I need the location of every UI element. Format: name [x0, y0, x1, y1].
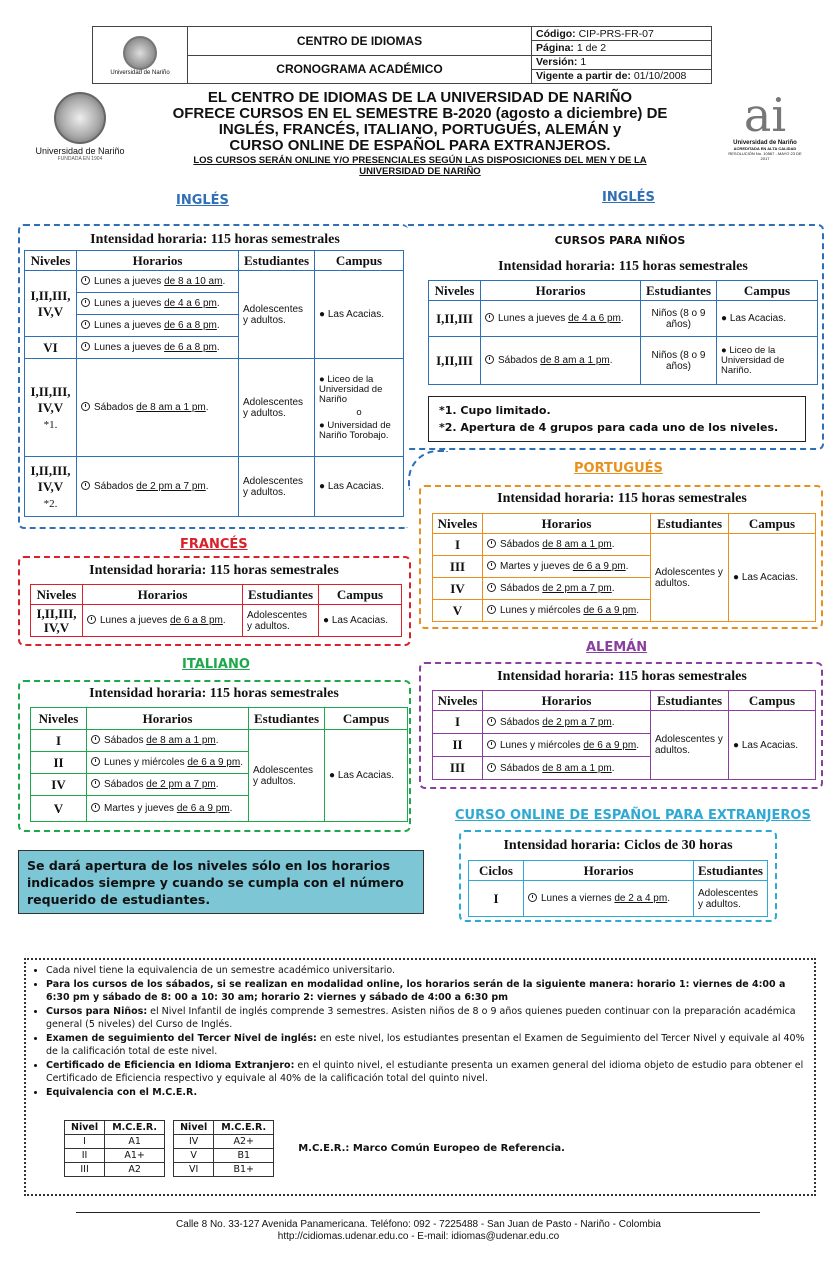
- mcer-block: [64, 1120, 565, 1177]
- title-line1: EL CENTRO DE IDIOMAS DE LA UNIVERSIDAD DE NARIÑO: [207, 89, 633, 106]
- aleman-r3-level: III: [433, 757, 483, 780]
- aleman-heading: ALEMÁN: [586, 640, 648, 655]
- note-cupo: *1. Cupo limitado.: [439, 404, 551, 417]
- italiano-intensidad: Intensidad horaria: 115 horas semestrales: [89, 686, 339, 701]
- portugues-est: Adolescentes y adultos.: [651, 534, 729, 622]
- clock-icon: [487, 763, 496, 772]
- ingles-campus1: ● Las Acacias.: [315, 271, 404, 359]
- ninos-heading: INGLÉS: [602, 190, 655, 205]
- ninos-r2-est: Niños (8 o 9 años): [641, 337, 717, 385]
- clock-icon: [91, 803, 100, 812]
- portugues-r2-h: Martes y jueves de 6 a 9 pm.: [483, 556, 651, 578]
- ninos-r1-est: Niños (8 o 9 años): [641, 301, 717, 337]
- portugues-r4-h: Lunes y miércoles de 6 a 9 pm.: [483, 600, 651, 622]
- italiano-est: Adolescentes y adultos.: [249, 730, 325, 822]
- portugues-r1-level: I: [433, 534, 483, 556]
- col-estudiantes: Estudiantes: [651, 514, 729, 534]
- portugues-campus: ● Las Acacias.: [729, 534, 816, 622]
- mcer-legend: M.C.E.R.: Marco Común Europeo de Referencia.: [298, 1143, 565, 1154]
- col-niveles: Niveles: [25, 251, 77, 271]
- logo-right-line1: ACREDITADA EN ALTA CALIDAD: [733, 146, 797, 151]
- col-campus: Campus: [315, 251, 404, 271]
- aleman-r1-h: Sábados de 2 pm a 7 pm.: [483, 711, 651, 734]
- header-codigo: Código: CIP-PRS-FR-07: [532, 27, 712, 41]
- clock-icon: [487, 740, 496, 749]
- col-niveles: Niveles: [31, 585, 83, 605]
- ingles-intensidad: Intensidad horaria: 115 horas semestrales: [90, 232, 340, 247]
- bullet-ninos: • Cursos para Niños: el Nivel Infantil de inglés comprende 3 semestres. Asisten niños de 8 o 9 años quienes pueden continuar con la preparación académica general (5 niveles) del Curso de Inglés.: [46, 1005, 806, 1031]
- ingles-r3-level: I,II,III, IV,V *1.: [25, 359, 77, 457]
- ingles-heading: INGLÉS: [176, 193, 229, 208]
- clock-icon: [91, 735, 100, 744]
- ingles-est2: Adolescentes y adultos.: [239, 359, 315, 457]
- ingles-r1-h2: Lunes a jueves de 4 a 6 pm.: [77, 293, 239, 315]
- espanol-level: I: [469, 881, 524, 917]
- ninos-r1-level: I,II,III: [429, 301, 481, 337]
- ninos-r2-h: Sábados de 8 am a 1 pm.: [481, 337, 641, 385]
- logo-right: [725, 90, 805, 161]
- espanol-h: Lunes a viernes de 2 a 4 pm.: [523, 881, 693, 917]
- clock-icon: [528, 893, 537, 902]
- footnotes-box: [24, 958, 816, 1196]
- title-line2: OFRECE CURSOS EN EL SEMESTRE B-2020 (agosto a diciembre) DE: [172, 105, 668, 122]
- italiano-campus: ● Las Acacias.: [325, 730, 408, 822]
- col-horarios: Horarios: [83, 585, 243, 605]
- ai-accreditation-icon: ai: [743, 88, 787, 142]
- ninos-r2-campus: ● Liceo de la Universidad de Nariño.: [717, 337, 818, 385]
- col-estudiantes: Estudiantes: [239, 251, 315, 271]
- mcer-table-right: Nivel M.C.E.R. IV A2+ V B1 VI B1+: [173, 1120, 274, 1177]
- university-seal-icon: [123, 36, 157, 70]
- clock-icon: [487, 561, 496, 570]
- clock-icon: [81, 298, 90, 307]
- col-ciclos: Ciclos: [469, 861, 524, 881]
- note-apertura: *2. Apertura de 4 grupos para cada uno de los niveles.: [439, 421, 779, 434]
- aleman-r2-h: Lunes y miércoles de 6 a 9 pm.: [483, 734, 651, 757]
- header-institution: Universidad de Nariño: [110, 69, 170, 76]
- ingles-connector: [408, 450, 448, 490]
- portugues-r4-level: V: [433, 600, 483, 622]
- apertura-note: Se dará apertura de los niveles sólo en los horarios indicados siempre y cuando se cumpla con el número requerido de estudiantes.: [18, 850, 424, 914]
- col-estudiantes: Estudiantes: [641, 281, 717, 301]
- col-estudiantes: Estudiantes: [693, 861, 767, 881]
- col-niveles: Niveles: [31, 708, 87, 730]
- header-center: CENTRO DE IDIOMAS: [188, 27, 532, 56]
- footer-address: Calle 8 No. 33-127 Avenida Panamericana. Teléfono: 092 - 7225488 - San Juan de Pasto - Nariño - Colombia: [176, 1219, 661, 1230]
- col-horarios: Horarios: [481, 281, 641, 301]
- bullet-mcer: • Equivalencia con el M.C.E.R.: [46, 1086, 806, 1099]
- clock-icon: [81, 481, 90, 490]
- italiano-r1-h: Sábados de 8 am a 1 pm.: [87, 730, 249, 752]
- frances-table: [30, 584, 402, 637]
- aleman-r1-level: I: [433, 711, 483, 734]
- logo-left: [30, 92, 130, 162]
- document-header: [92, 26, 712, 84]
- aleman-campus: ● Las Acacias.: [729, 711, 816, 780]
- col-campus: Campus: [729, 514, 816, 534]
- logo-right-line2: RESOLUCIÓN No. 10567 - MAYO 23 DE 2017: [728, 151, 802, 161]
- footer-rule: [76, 1212, 760, 1213]
- aleman-r3-h: Sábados de 8 am a 1 pm.: [483, 757, 651, 780]
- italiano-r2-h: Lunes y miércoles de 6 a 9 pm.: [87, 752, 249, 774]
- clock-icon: [81, 320, 90, 329]
- clock-icon: [485, 355, 494, 364]
- frances-intensidad: Intensidad horaria: 115 horas semestrales: [89, 563, 339, 578]
- espanol-table: [468, 860, 768, 917]
- italiano-table: [30, 707, 408, 822]
- portugues-r2-level: III: [433, 556, 483, 578]
- portugues-r1-h: Sábados de 8 am a 1 pm.: [483, 534, 651, 556]
- logo-left-motto: FUNDADA EN 1904: [57, 156, 103, 162]
- header-version: Versión: 1: [532, 55, 712, 69]
- ingles-campus2: ● Liceo de la Universidad de Nariño o ● Universidad de Nariño Torobajo.: [315, 359, 404, 457]
- col-campus: Campus: [319, 585, 402, 605]
- ingles-est3: Adolescentes y adultos.: [239, 457, 315, 517]
- subtitle-line2: UNIVERSIDAD DE NARIÑO: [359, 166, 481, 177]
- portugues-r3-level: IV: [433, 578, 483, 600]
- col-niveles: Niveles: [433, 691, 483, 711]
- clock-icon: [487, 583, 496, 592]
- university-crest-icon: [54, 92, 106, 144]
- espanol-intensidad: Intensidad horaria: Ciclos de 30 horas: [503, 838, 733, 853]
- ingles-r1-level: I,II,III, IV,V: [25, 271, 77, 337]
- clock-icon: [81, 342, 90, 351]
- col-campus: Campus: [717, 281, 818, 301]
- aleman-est: Adolescentes y adultos.: [651, 711, 729, 780]
- frances-h: Lunes a jueves de 6 a 8 pm.: [83, 605, 243, 637]
- header-logo-cell: [93, 27, 188, 84]
- frances-heading: FRANCÉS: [180, 537, 248, 552]
- aleman-table: [432, 690, 816, 780]
- bullet-certificado: • Certificado de Eficiencia en Idioma Extranjero: en el quinto nivel, el estudiante presenta un examen general del idioma objeto de estudio para obtener el Certificado de Eficiencia respectivo y equivale al 40% de la calificación total del quinto nivel.: [46, 1059, 806, 1085]
- ninos-r1-h: Lunes a jueves de 4 a 6 pm.: [481, 301, 641, 337]
- col-niveles: Niveles: [433, 514, 483, 534]
- title-line4: CURSO ONLINE DE ESPAÑOL PARA EXTRANJEROS.: [229, 137, 611, 154]
- col-horarios: Horarios: [77, 251, 239, 271]
- page-footer: [0, 1219, 837, 1243]
- clock-icon: [81, 402, 90, 411]
- ninos-table: [428, 280, 818, 385]
- col-estudiantes: Estudiantes: [651, 691, 729, 711]
- clock-icon: [87, 615, 96, 624]
- ingles-r4-h: Sábados de 2 pm a 7 pm.: [77, 457, 239, 517]
- ingles-r1-h1: Lunes a jueves de 8 a 10 am.: [77, 271, 239, 293]
- ingles-r4-level: I,II,III, IV,V *2.: [25, 457, 77, 517]
- aleman-r2-level: II: [433, 734, 483, 757]
- title-line3: INGLÉS, FRANCÉS, ITALIANO, PORTUGUÉS, ALEMÁN y: [218, 121, 622, 138]
- ninos-r1-campus: ● Las Acacias.: [717, 301, 818, 337]
- italiano-r2-level: II: [31, 752, 87, 774]
- italiano-r4-level: V: [31, 796, 87, 822]
- ninos-notes: [428, 396, 806, 442]
- bullet-examen: • Examen de seguimiento del Tercer Nivel de inglés: en este nivel, los estudiantes presentan el Examen de Seguimiento del Tercer Nivel y equivale al 40% de la calificación total de este nivel.: [46, 1032, 806, 1058]
- frances-level: I,II,III, IV,V: [31, 605, 83, 637]
- aleman-intensidad: Intensidad horaria: 115 horas semestrales: [497, 669, 747, 684]
- portugues-intensidad: Intensidad horaria: 115 horas semestrales: [497, 491, 747, 506]
- espanol-est: Adolescentes y adultos.: [693, 881, 767, 917]
- header-doc-title: CRONOGRAMA ACADÉMICO: [188, 55, 532, 84]
- ingles-table: [24, 250, 404, 517]
- clock-icon: [487, 717, 496, 726]
- logo-right-name: Universidad de Nariño: [733, 140, 797, 146]
- col-horarios: Horarios: [87, 708, 249, 730]
- bullet-equivalencia: • Cada nivel tiene la equivalencia de un semestre académico universitario.: [46, 964, 806, 977]
- ninos-intensidad: Intensidad horaria: 115 horas semestrales: [498, 259, 748, 274]
- col-estudiantes: Estudiantes: [249, 708, 325, 730]
- clock-icon: [487, 539, 496, 548]
- header-vigente: Vigente a partir de: 01/10/2008: [532, 69, 712, 83]
- portugues-heading: PORTUGUÉS: [574, 461, 663, 476]
- ninos-r2-level: I,II,III: [429, 337, 481, 385]
- ingles-campus3: ● Las Acacias.: [315, 457, 404, 517]
- italiano-heading: ITALIANO: [182, 657, 250, 672]
- portugues-table: [432, 513, 816, 622]
- col-estudiantes: Estudiantes: [243, 585, 319, 605]
- espanol-heading: CURSO ONLINE DE ESPAÑOL PARA EXTRANJEROS: [455, 808, 811, 823]
- clock-icon: [487, 605, 496, 614]
- bullet-sabados: • Para los cursos de los sábados, si se realizan en modalidad online, los horarios serán de la siguiente manera: horario 1: viernes de 4:00 a 6:30 pm y sábado de 8: 00 a 10: 30 am; horario 2: viernes y sábado de 4:00 a 6:30 pm: [46, 978, 806, 1004]
- col-horarios: Horarios: [483, 691, 651, 711]
- col-niveles: Niveles: [429, 281, 481, 301]
- ingles-r1-h3: Lunes a jueves de 6 a 8 pm.: [77, 315, 239, 337]
- italiano-r3-level: IV: [31, 774, 87, 796]
- mcer-table-left: Nivel M.C.E.R. I A1 II A1+ III A2: [64, 1120, 165, 1177]
- footer-contact: http://cidiomas.udenar.edu.co - E-mail: idiomas@udenar.edu.co: [277, 1231, 560, 1242]
- portugues-r3-h: Sábados de 2 pm a 7 pm.: [483, 578, 651, 600]
- col-campus: Campus: [325, 708, 408, 730]
- ingles-r3-h: Sábados de 8 am a 1 pm.: [77, 359, 239, 457]
- frances-campus: ● Las Acacias.: [319, 605, 402, 637]
- frances-est: Adolescentes y adultos.: [243, 605, 319, 637]
- clock-icon: [81, 276, 90, 285]
- clock-icon: [91, 757, 100, 766]
- ingles-r2-level: VI: [25, 337, 77, 359]
- clock-icon: [485, 313, 494, 322]
- col-campus: Campus: [729, 691, 816, 711]
- subtitle-line1: LOS CURSOS SERÁN ONLINE Y/O PRESENCIALES SEGÚN LAS DISPOSICIONES DEL MEN Y DE LA: [193, 155, 647, 166]
- col-horarios: Horarios: [523, 861, 693, 881]
- col-horarios: Horarios: [483, 514, 651, 534]
- ingles-est1: Adolescentes y adultos.: [239, 271, 315, 359]
- italiano-r1-level: I: [31, 730, 87, 752]
- italiano-r3-h: Sábados de 2 pm a 7 pm.: [87, 774, 249, 796]
- italiano-r4-h: Martes y jueves de 6 a 9 pm.: [87, 796, 249, 822]
- clock-icon: [91, 779, 100, 788]
- logo-left-name: Universidad de Nariño: [35, 146, 125, 156]
- header-pagina: Página: 1 de 2: [532, 41, 712, 55]
- ingles-r2-h: Lunes a jueves de 6 a 8 pm.: [77, 337, 239, 359]
- ninos-subheading: CURSOS PARA NIÑOS: [554, 234, 686, 247]
